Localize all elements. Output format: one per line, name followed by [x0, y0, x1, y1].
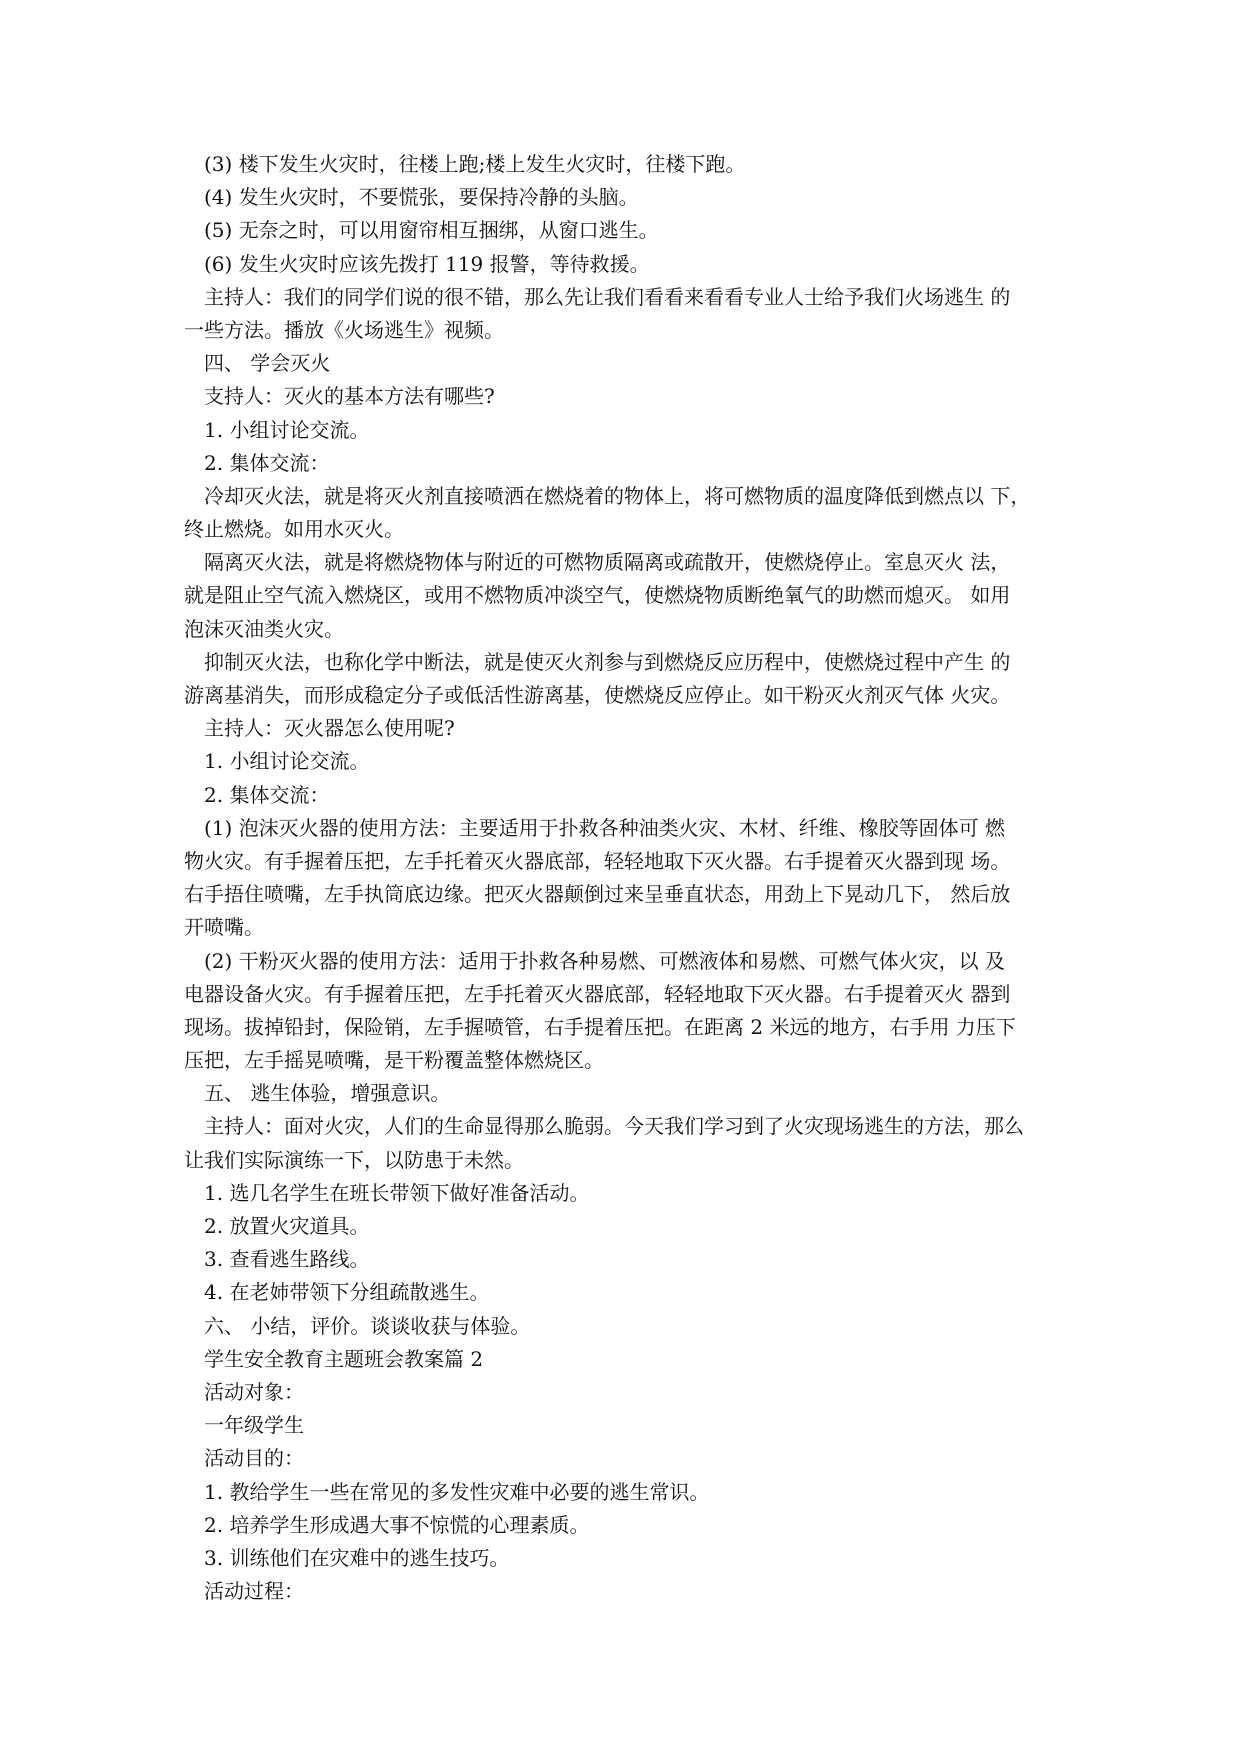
- text-line: 学生安全教育主题班会教案篇 2: [204, 1346, 484, 1371]
- text-line: 主持人：我们的同学们说的很不错，那么先让我们看看来看看专业人士给予我们火场逃生 的: [204, 284, 1011, 309]
- text-line: 活动目的：: [204, 1446, 304, 1471]
- text-line: 2. 放置火灾道具。: [204, 1214, 370, 1238]
- text-line: (5) 无奈之时，可以用窗帘相互捆绑，从窗口逃生。: [204, 218, 659, 243]
- text-line: 隔离灭火法，就是将燃烧物体与附近的可燃物质隔离或疏散开，使燃烧停止。室息灭火 法，: [204, 550, 1011, 575]
- text-line: 六、 小结，评价。谈谈收获与体验。: [204, 1313, 531, 1338]
- text-line-continuation: 游离基消失，而形成稳定分子或低活性游离基，使燃烧反应停止。如干粉灭火剂灭气体 火灾。: [184, 683, 1011, 707]
- text-line: 四、 学会灭火: [204, 351, 331, 376]
- text-line: 冷却灭火法，就是将灭火剂直接喷洒在燃烧着的物体上，将可燃物质的温度降低到燃点以 下，: [204, 483, 1031, 508]
- text-line-continuation: 电器设备火灾。有手握着压把，左手托着灭火器底部，轻轻地取下灭火器。右手提着灭火 器到: [184, 981, 1011, 1006]
- text-line: 2. 集体交流：: [204, 450, 330, 475]
- text-line-continuation: 开喷嘴。: [184, 915, 264, 940]
- text-line: (2) 干粉灭火器的使用方法：适用于扑救各种易燃、可燃液体和易燃、可燃气体火灾，以 及: [204, 948, 1006, 973]
- text-line: 主持人：灭火器怎么使用呢?: [204, 716, 455, 741]
- text-line: 1. 小组讨论交流。: [204, 749, 370, 774]
- text-line-continuation: 物火灾。有手握着压把，左手托着灭火器底部，轻轻地取下灭火器。右手提着灭火器到现 场。: [184, 848, 1011, 873]
- text-line: 活动过程：: [204, 1579, 304, 1604]
- text-line-continuation: 右手捂住喷嘴，左手执筒底边缘。把灭火器颠倒过来呈垂直状态，用劲上下晃动几下， 然后放: [184, 882, 1011, 907]
- text-line: 4. 在老姉带领下分组疏散逃生。: [204, 1280, 490, 1305]
- text-line-continuation: 压把，左手摇晃喷嘴，是干粉覆盖整体燃烧区。: [184, 1048, 604, 1073]
- text-line: (4) 发生火灾时，不要慌张，要保持冷静的头脑。: [204, 185, 639, 210]
- text-line-continuation: 就是阻止空气流入燃烧区，或用不燃物质冲淡空气，使燃烧物质断绝氧气的助燃而熄灭。 如用: [184, 583, 1011, 608]
- text-line-continuation: 终止燃烧。如用水灭火。: [184, 517, 404, 542]
- text-line: 3. 训练他们在灾难中的逃生技巧。: [204, 1545, 510, 1570]
- text-line: 支持人：灭火的基本方法有哪些?: [204, 384, 495, 409]
- text-line: 1. 选几名学生在班长带领下做好准备活动。: [204, 1180, 590, 1205]
- text-line: 2. 集体交流：: [204, 782, 330, 807]
- text-line: (3) 楼下发生火灾时，往楼上跑;楼上发生火灾时，往楼下跑。: [204, 152, 746, 176]
- text-line: (6) 发生火灾时应该先拨打 119 报警，等待救援。: [204, 251, 650, 276]
- text-line-continuation: 让我们实际演练一下，以防患于未然。: [184, 1147, 524, 1172]
- text-line: 1. 小组讨论交流。: [204, 417, 370, 442]
- text-line: 抑制灭火法，也称化学中断法，就是使灭火剂参与到燃烧反应历程中，使燃烧过程中产生 的: [204, 649, 1011, 674]
- text-line: 五、 逃生体验，增强意识。: [204, 1081, 451, 1106]
- text-line-continuation: 现场。拔掉铅封，保险销，左手握喷管，右手提着压把。在距离 2 米远的地方，右手用 力压下: [184, 1014, 1016, 1039]
- text-line-continuation: 一些方法。播放《火场逃生》视频。: [184, 317, 504, 342]
- text-line: 活动对象：: [204, 1379, 304, 1404]
- text-line: (1) 泡沫灭火器的使用方法：主要适用于扑救各种油类火灾、木材、纤维、橡胶等固体可 燃: [204, 815, 1006, 840]
- text-line: 2. 培养学生形成遇大事不惊慌的心理素质。: [204, 1512, 590, 1537]
- text-line: 一年级学生: [204, 1413, 304, 1438]
- document-body: [184, 148, 1074, 1608]
- text-line-continuation: 泡沫灭油类火灾。: [184, 616, 344, 641]
- text-line: 主持人：面对火灾，人们的生命显得那么脆弱。今天我们学习到了火灾现场逃生的方法，那么: [204, 1114, 1024, 1139]
- text-line: 3. 查看逃生路线。: [204, 1247, 370, 1272]
- text-line: 1. 教给学生一些在常见的多发性灾难中必要的逃生常识。: [204, 1479, 710, 1504]
